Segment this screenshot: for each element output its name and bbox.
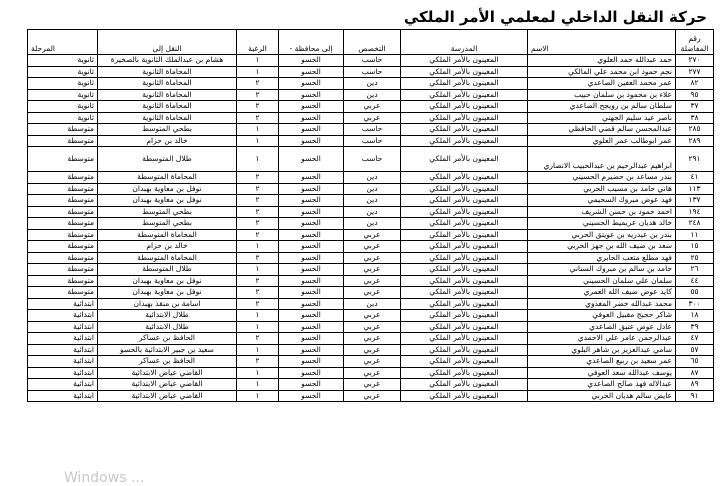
table-row (28, 298, 714, 310)
table-row (28, 356, 714, 368)
cell-name: هاني حامد بن مسيب الحربي (528, 183, 676, 195)
cell-rank: ٦٥ (676, 356, 714, 368)
cell-wish: ٢ (237, 356, 279, 368)
cell-rank: ٢٧٠ (676, 55, 714, 67)
cell-transfer-to: الحافظ بن عساكر (98, 333, 237, 345)
cell-rank: ٨٩ (676, 379, 714, 391)
table-row (28, 89, 714, 101)
table-row (28, 55, 714, 67)
cell-governorate: الحسو (279, 195, 344, 207)
cell-stage: ثانوية (28, 55, 98, 67)
cell-school: المعينون بالأمر الملكي (401, 390, 528, 402)
cell-name: علاء بن محمود بن سلمان حبيب (528, 89, 676, 101)
cell-transfer-to: المحاماة الثانوية (98, 78, 237, 90)
cell-stage: متوسطة (28, 287, 98, 299)
cell-stage: متوسطة (28, 135, 98, 147)
cell-school: المعينون بالأمر الملكي (401, 264, 528, 276)
table-row (28, 333, 714, 345)
cell-name: سلطان سالم بن رويجح الصاعدي (528, 101, 676, 113)
cell-name: خالد هديان عريميط الحسيني (528, 218, 676, 230)
cell-governorate: الحسو (279, 135, 344, 147)
header-school: المدرسة (401, 30, 528, 55)
cell-rank: ٩١ (676, 390, 714, 402)
cell-transfer-to: المحاماة الثانوية (98, 89, 237, 101)
cell-specialty: دين (344, 89, 401, 101)
cell-specialty: دين (344, 183, 401, 195)
cell-specialty: دين (344, 195, 401, 207)
cell-school: المعينون بالأمر الملكي (401, 321, 528, 333)
table-row (28, 101, 714, 113)
table-row (28, 183, 714, 195)
cell-transfer-to: المحاماة الثانوية (98, 112, 237, 124)
cell-rank: ١٩٤ (676, 206, 714, 218)
cell-rank: ٢٤٨ (676, 218, 714, 230)
cell-rank: ٤١ (676, 172, 714, 184)
table-row (28, 218, 714, 230)
cell-name: سلمان علي سلمان الحسيني (528, 275, 676, 287)
cell-transfer-to: اسامة بن منقذ بهبدان (98, 298, 237, 310)
cell-governorate: الحسو (279, 172, 344, 184)
cell-specialty: عربي (344, 241, 401, 253)
cell-wish: ١ (237, 264, 279, 276)
cell-name: محمد عبدالله خضر المغذوي (528, 298, 676, 310)
cell-transfer-to: نوفل بن معاوية بهبدان (98, 275, 237, 287)
cell-transfer-to: هشام بن عبدالملك الثانوية بالصخيرة (98, 55, 237, 67)
cell-transfer-to: القاضي عياض الابتدائية (98, 367, 237, 379)
table-row (28, 147, 714, 172)
header-rank-line1: رقم (688, 34, 701, 43)
cell-school: المعينون بالأمر الملكي (401, 310, 528, 322)
cell-governorate: الحسو (279, 379, 344, 391)
cell-transfer-to: بطحي المتوسط (98, 124, 237, 136)
cell-school: المعينون بالأمر الملكي (401, 356, 528, 368)
cell-rank: ٣٠٠ (676, 298, 714, 310)
cell-wish: ٢ (237, 298, 279, 310)
header-rank (676, 30, 714, 55)
cell-wish: ١ (237, 66, 279, 78)
cell-specialty: دين (344, 298, 401, 310)
cell-specialty: عربي (344, 333, 401, 345)
cell-transfer-to: طلال الابتدائية (98, 321, 237, 333)
cell-stage: متوسطة (28, 206, 98, 218)
cell-stage: ثانوية (28, 112, 98, 124)
cell-school: المعينون بالأمر الملكي (401, 206, 528, 218)
cell-specialty: عربي (344, 252, 401, 264)
cell-name: حامد بن سالم بن مبروك السناني (528, 264, 676, 276)
cell-rank: ١٨ (676, 310, 714, 322)
cell-school: المعينون بالأمر الملكي (401, 333, 528, 345)
cell-governorate: الحسو (279, 241, 344, 253)
cell-name: يوسف عبدالله سعد العوفي (528, 367, 676, 379)
cell-stage: ابتدائية (28, 333, 98, 345)
cell-wish: ٢ (237, 275, 279, 287)
cell-transfer-to: بطحي المتوسط (98, 206, 237, 218)
cell-stage: متوسطة (28, 147, 98, 172)
document-title: حركة النقل الداخلي لمعلمي الأمر الملكي (403, 8, 707, 26)
table-row (28, 78, 714, 90)
cell-stage: ابتدائية (28, 310, 98, 322)
cell-name: سعد بن ضيف الله بن جهز الحربي (528, 241, 676, 253)
cell-stage: متوسطة (28, 264, 98, 276)
table-row (28, 379, 714, 391)
cell-wish: ٢ (237, 112, 279, 124)
cell-governorate: الحسو (279, 78, 344, 90)
table-row (28, 287, 714, 299)
header-name: الاسم (528, 30, 676, 55)
cell-school: المعينون بالأمر الملكي (401, 89, 528, 101)
cell-specialty: عربي (344, 390, 401, 402)
cell-name: بندر مساعد بن حضيرم الحسيني (528, 172, 676, 184)
table-row (28, 172, 714, 184)
cell-transfer-to: خالد بن حزام (98, 135, 237, 147)
cell-wish: ٢ (237, 333, 279, 345)
cell-stage: متوسطة (28, 241, 98, 253)
cell-governorate: الحسو (279, 147, 344, 172)
cell-school: المعينون بالأمر الملكي (401, 124, 528, 136)
cell-governorate: الحسو (279, 101, 344, 113)
cell-governorate: الحسو (279, 333, 344, 345)
cell-wish: ١ (237, 124, 279, 136)
cell-specialty: عربي (344, 356, 401, 368)
header-row (28, 30, 714, 55)
table-row (28, 112, 714, 124)
cell-name: سامي عبدالعزيز بن شاهر البلوي (528, 344, 676, 356)
table-row (28, 124, 714, 136)
cell-transfer-to: نوفل بن معاوية بهبدان (98, 195, 237, 207)
cell-specialty: عربي (344, 264, 401, 276)
table-row (28, 275, 714, 287)
cell-wish: ٢ (237, 195, 279, 207)
cell-rank: ٢٨٥ (676, 124, 714, 136)
header-transfer-to: النقل إلى (98, 30, 237, 55)
cell-stage: متوسطة (28, 195, 98, 207)
cell-name: نجم حمود ابن محمد علي المالكي (528, 66, 676, 78)
cell-specialty: دين (344, 172, 401, 184)
cell-stage: متوسطة (28, 229, 98, 241)
cell-stage: متوسطة (28, 183, 98, 195)
cell-stage: ابتدائية (28, 367, 98, 379)
cell-specialty: عربي (344, 321, 401, 333)
cell-wish: ١ (237, 55, 279, 67)
cell-rank: ٢٦ (676, 264, 714, 276)
cell-rank: ٨٧ (676, 367, 714, 379)
cell-governorate: الحسو (279, 298, 344, 310)
cell-stage: متوسطة (28, 252, 98, 264)
cell-governorate: الحسو (279, 124, 344, 136)
cell-rank: ٥٥ (676, 287, 714, 299)
cell-rank: ١٥ (676, 241, 714, 253)
cell-rank: ٩٥ (676, 89, 714, 101)
cell-governorate: الحسو (279, 229, 344, 241)
cell-governorate: الحسو (279, 183, 344, 195)
cell-specialty: عربي (344, 344, 401, 356)
table-row (28, 390, 714, 402)
header-wish: الرغبة (237, 30, 279, 55)
cell-wish: ١ (237, 310, 279, 322)
cell-transfer-to: المحاماة الثانوية (98, 66, 237, 78)
cell-transfer-to: القاضي عياض الابتدائية (98, 379, 237, 391)
table-row (28, 241, 714, 253)
cell-governorate: الحسو (279, 206, 344, 218)
cell-governorate: الحسو (279, 344, 344, 356)
cell-specialty: دين (344, 218, 401, 230)
cell-rank: ٣٩ (676, 321, 714, 333)
cell-name: فهد مطلع متعب الجابري (528, 252, 676, 264)
cell-wish: ٢ (237, 101, 279, 113)
table-row (28, 321, 714, 333)
cell-school: المعينون بالأمر الملكي (401, 344, 528, 356)
cell-rank: ٢٩١ (676, 147, 714, 172)
cell-name: بندر بن عيدريه بن عويتق الحربي (528, 229, 676, 241)
cell-governorate: الحسو (279, 287, 344, 299)
cell-stage: ثانوية (28, 101, 98, 113)
cell-transfer-to: المحاماة المتوسطة (98, 252, 237, 264)
cell-school: المعينون بالأمر الملكي (401, 78, 528, 90)
cell-wish: ٢ (237, 229, 279, 241)
header-rank-line2: المفاضلة (680, 44, 709, 53)
cell-school: المعينون بالأمر الملكي (401, 379, 528, 391)
cell-school: المعينون بالأمر الملكي (401, 241, 528, 253)
cell-stage: متوسطة (28, 218, 98, 230)
cell-rank: ٤٧ (676, 333, 714, 345)
cell-specialty: عربي (344, 287, 401, 299)
cell-school: المعينون بالأمر الملكي (401, 147, 528, 172)
cell-stage: متوسطة (28, 172, 98, 184)
cell-specialty: حاسب (344, 55, 401, 67)
cell-stage: ابتدائية (28, 344, 98, 356)
cell-governorate: الحسو (279, 89, 344, 101)
cell-stage: ابتدائية (28, 298, 98, 310)
cell-transfer-to: المحاماة المتوسطة (98, 172, 237, 184)
cell-name: عادل عوض عتيق الصاعدي (528, 321, 676, 333)
cell-wish: ١ (237, 390, 279, 402)
cell-specialty: حاسب (344, 147, 401, 172)
cell-rank: ١١٣ (676, 183, 714, 195)
cell-specialty: حاسب (344, 124, 401, 136)
table-row (28, 367, 714, 379)
cell-name: عمر محمد العفين الصاعدي (528, 78, 676, 90)
cell-rank: ٣٧ (676, 101, 714, 113)
cell-wish: ١ (237, 241, 279, 253)
cell-rank: ٣٨ (676, 112, 714, 124)
cell-wish: ٢ (237, 218, 279, 230)
cell-wish: ١ (237, 379, 279, 391)
cell-transfer-to: المحاماة المتوسطة (98, 229, 237, 241)
cell-school: المعينون بالأمر الملكي (401, 252, 528, 264)
table-row (28, 206, 714, 218)
cell-school: المعينون بالأمر الملكي (401, 183, 528, 195)
cell-transfer-to: طلال المتوسطة (98, 147, 237, 172)
cell-school: المعينون بالأمر الملكي (401, 275, 528, 287)
table-row (28, 264, 714, 276)
cell-transfer-to: خالد بن حزام (98, 241, 237, 253)
cell-governorate: الحسو (279, 321, 344, 333)
cell-school: المعينون بالأمر الملكي (401, 172, 528, 184)
cell-transfer-to: طلال المتوسطة (98, 264, 237, 276)
cell-rank: ١١ (676, 229, 714, 241)
cell-name: عبدالمحسن سالم قضي الحافظي (528, 124, 676, 136)
cell-name: كايد عوض ضيف الله العمري (528, 287, 676, 299)
cell-rank: ٨٢ (676, 78, 714, 90)
cell-name: حمد عبدالله حمد العلوي (528, 55, 676, 67)
cell-wish: ٢ (237, 172, 279, 184)
cell-wish: ٢ (237, 183, 279, 195)
cell-governorate: الحسو (279, 112, 344, 124)
cell-transfer-to: بطحي المتوسط (98, 218, 237, 230)
cell-specialty: عربي (344, 275, 401, 287)
cell-rank: ٥٧ (676, 344, 714, 356)
cell-wish: ١ (237, 321, 279, 333)
cell-governorate: الحسو (279, 252, 344, 264)
header-governorate: إلى محافظة - (279, 30, 344, 55)
cell-specialty: عربي (344, 229, 401, 241)
cell-rank: ٢٧٧ (676, 66, 714, 78)
cell-school: المعينون بالأمر الملكي (401, 195, 528, 207)
cell-rank: ٤٤ (676, 275, 714, 287)
cell-name: فهد عوض مبروك السحيمي (528, 195, 676, 207)
cell-transfer-to: سعيد بن جبير الابتدائية بالحسو (98, 344, 237, 356)
cell-transfer-to: الحافظ بن عساكر (98, 356, 237, 368)
cell-wish: ١ (237, 147, 279, 172)
cell-specialty: دين (344, 78, 401, 90)
cell-governorate: الحسو (279, 66, 344, 78)
cell-specialty: عربي (344, 379, 401, 391)
transfer-table (27, 29, 714, 402)
cell-name: عمر ابوطالب عمر العلوي (528, 135, 676, 147)
cell-stage: ثانوية (28, 66, 98, 78)
cell-school: المعينون بالأمر الملكي (401, 229, 528, 241)
cell-specialty: عربي (344, 367, 401, 379)
cell-school: المعينون بالأمر الملكي (401, 101, 528, 113)
table-row (28, 135, 714, 147)
cell-school: المعينون بالأمر الملكي (401, 55, 528, 67)
cell-specialty: عربي (344, 101, 401, 113)
cell-specialty: عربي (344, 112, 401, 124)
cell-school: المعينون بالأمر الملكي (401, 135, 528, 147)
cell-transfer-to: نوفل بن معاوية بهبدان (98, 287, 237, 299)
header-stage: المرحلة (28, 30, 98, 55)
cell-wish: ٢ (237, 89, 279, 101)
watermark: Windows ... (64, 470, 145, 486)
cell-stage: ثانوية (28, 78, 98, 90)
cell-wish: ١ (237, 344, 279, 356)
cell-governorate: الحسو (279, 356, 344, 368)
cell-name: ناصر عيد سليم الجهني (528, 112, 676, 124)
cell-name: عبدالاله فهد صالح الصاعدي (528, 379, 676, 391)
cell-wish: ٢ (237, 252, 279, 264)
cell-school: المعينون بالأمر الملكي (401, 112, 528, 124)
cell-stage: ابتدائية (28, 390, 98, 402)
cell-name: عايض سالم هديان الحربي (528, 390, 676, 402)
cell-governorate: الحسو (279, 264, 344, 276)
cell-stage: ابتدائية (28, 356, 98, 368)
cell-governorate: الحسو (279, 367, 344, 379)
cell-school: المعينون بالأمر الملكي (401, 218, 528, 230)
cell-specialty: دين (344, 206, 401, 218)
cell-stage: ابتدائية (28, 321, 98, 333)
cell-school: المعينون بالأمر الملكي (401, 66, 528, 78)
cell-school: المعينون بالأمر الملكي (401, 367, 528, 379)
cell-name: عبدالرحمن عامر علي الاحمدي (528, 333, 676, 345)
cell-name: احمد حمود بن حسن الشريف (528, 206, 676, 218)
header-specialty: التخصص (344, 30, 401, 55)
cell-wish: ٢ (237, 78, 279, 90)
cell-wish: ٢ (237, 287, 279, 299)
cell-governorate: الحسو (279, 310, 344, 322)
cell-wish: ١ (237, 135, 279, 147)
cell-stage: ثانوية (28, 89, 98, 101)
table-body (28, 55, 714, 402)
cell-rank: ١٣٧ (676, 195, 714, 207)
cell-transfer-to: نوفل بن معاوية بهبدان (98, 183, 237, 195)
table-row (28, 344, 714, 356)
cell-stage: متوسطة (28, 275, 98, 287)
cell-governorate: الحسو (279, 275, 344, 287)
cell-governorate: الحسو (279, 55, 344, 67)
table-row (28, 195, 714, 207)
table-row (28, 310, 714, 322)
cell-governorate: الحسو (279, 218, 344, 230)
cell-rank: ٢٥ (676, 252, 714, 264)
cell-specialty: حاسب (344, 135, 401, 147)
cell-rank: ٢٨٩ (676, 135, 714, 147)
cell-school: المعينون بالأمر الملكي (401, 287, 528, 299)
cell-name: شاكر حجيج مقبيل العوفي (528, 310, 676, 322)
cell-transfer-to: القاضي عياض الابتدائية (98, 390, 237, 402)
cell-name: ابراهيم عبدالرحيم بن عبدالحبيب الانصاري (528, 147, 676, 172)
cell-wish: ١ (237, 367, 279, 379)
cell-transfer-to: المحاماة الثانوية (98, 101, 237, 113)
table-row (28, 229, 714, 241)
cell-specialty: عربي (344, 310, 401, 322)
table-row (28, 66, 714, 78)
cell-specialty: حاسب (344, 66, 401, 78)
cell-name: عمر سعيد بن ربيع الصاعدي (528, 356, 676, 368)
cell-governorate: الحسو (279, 390, 344, 402)
cell-wish: ٢ (237, 206, 279, 218)
cell-school: المعينون بالأمر الملكي (401, 298, 528, 310)
cell-stage: ابتدائية (28, 379, 98, 391)
cell-stage: متوسطة (28, 124, 98, 136)
table-row (28, 252, 714, 264)
cell-transfer-to: طلال الابتدائية (98, 310, 237, 322)
